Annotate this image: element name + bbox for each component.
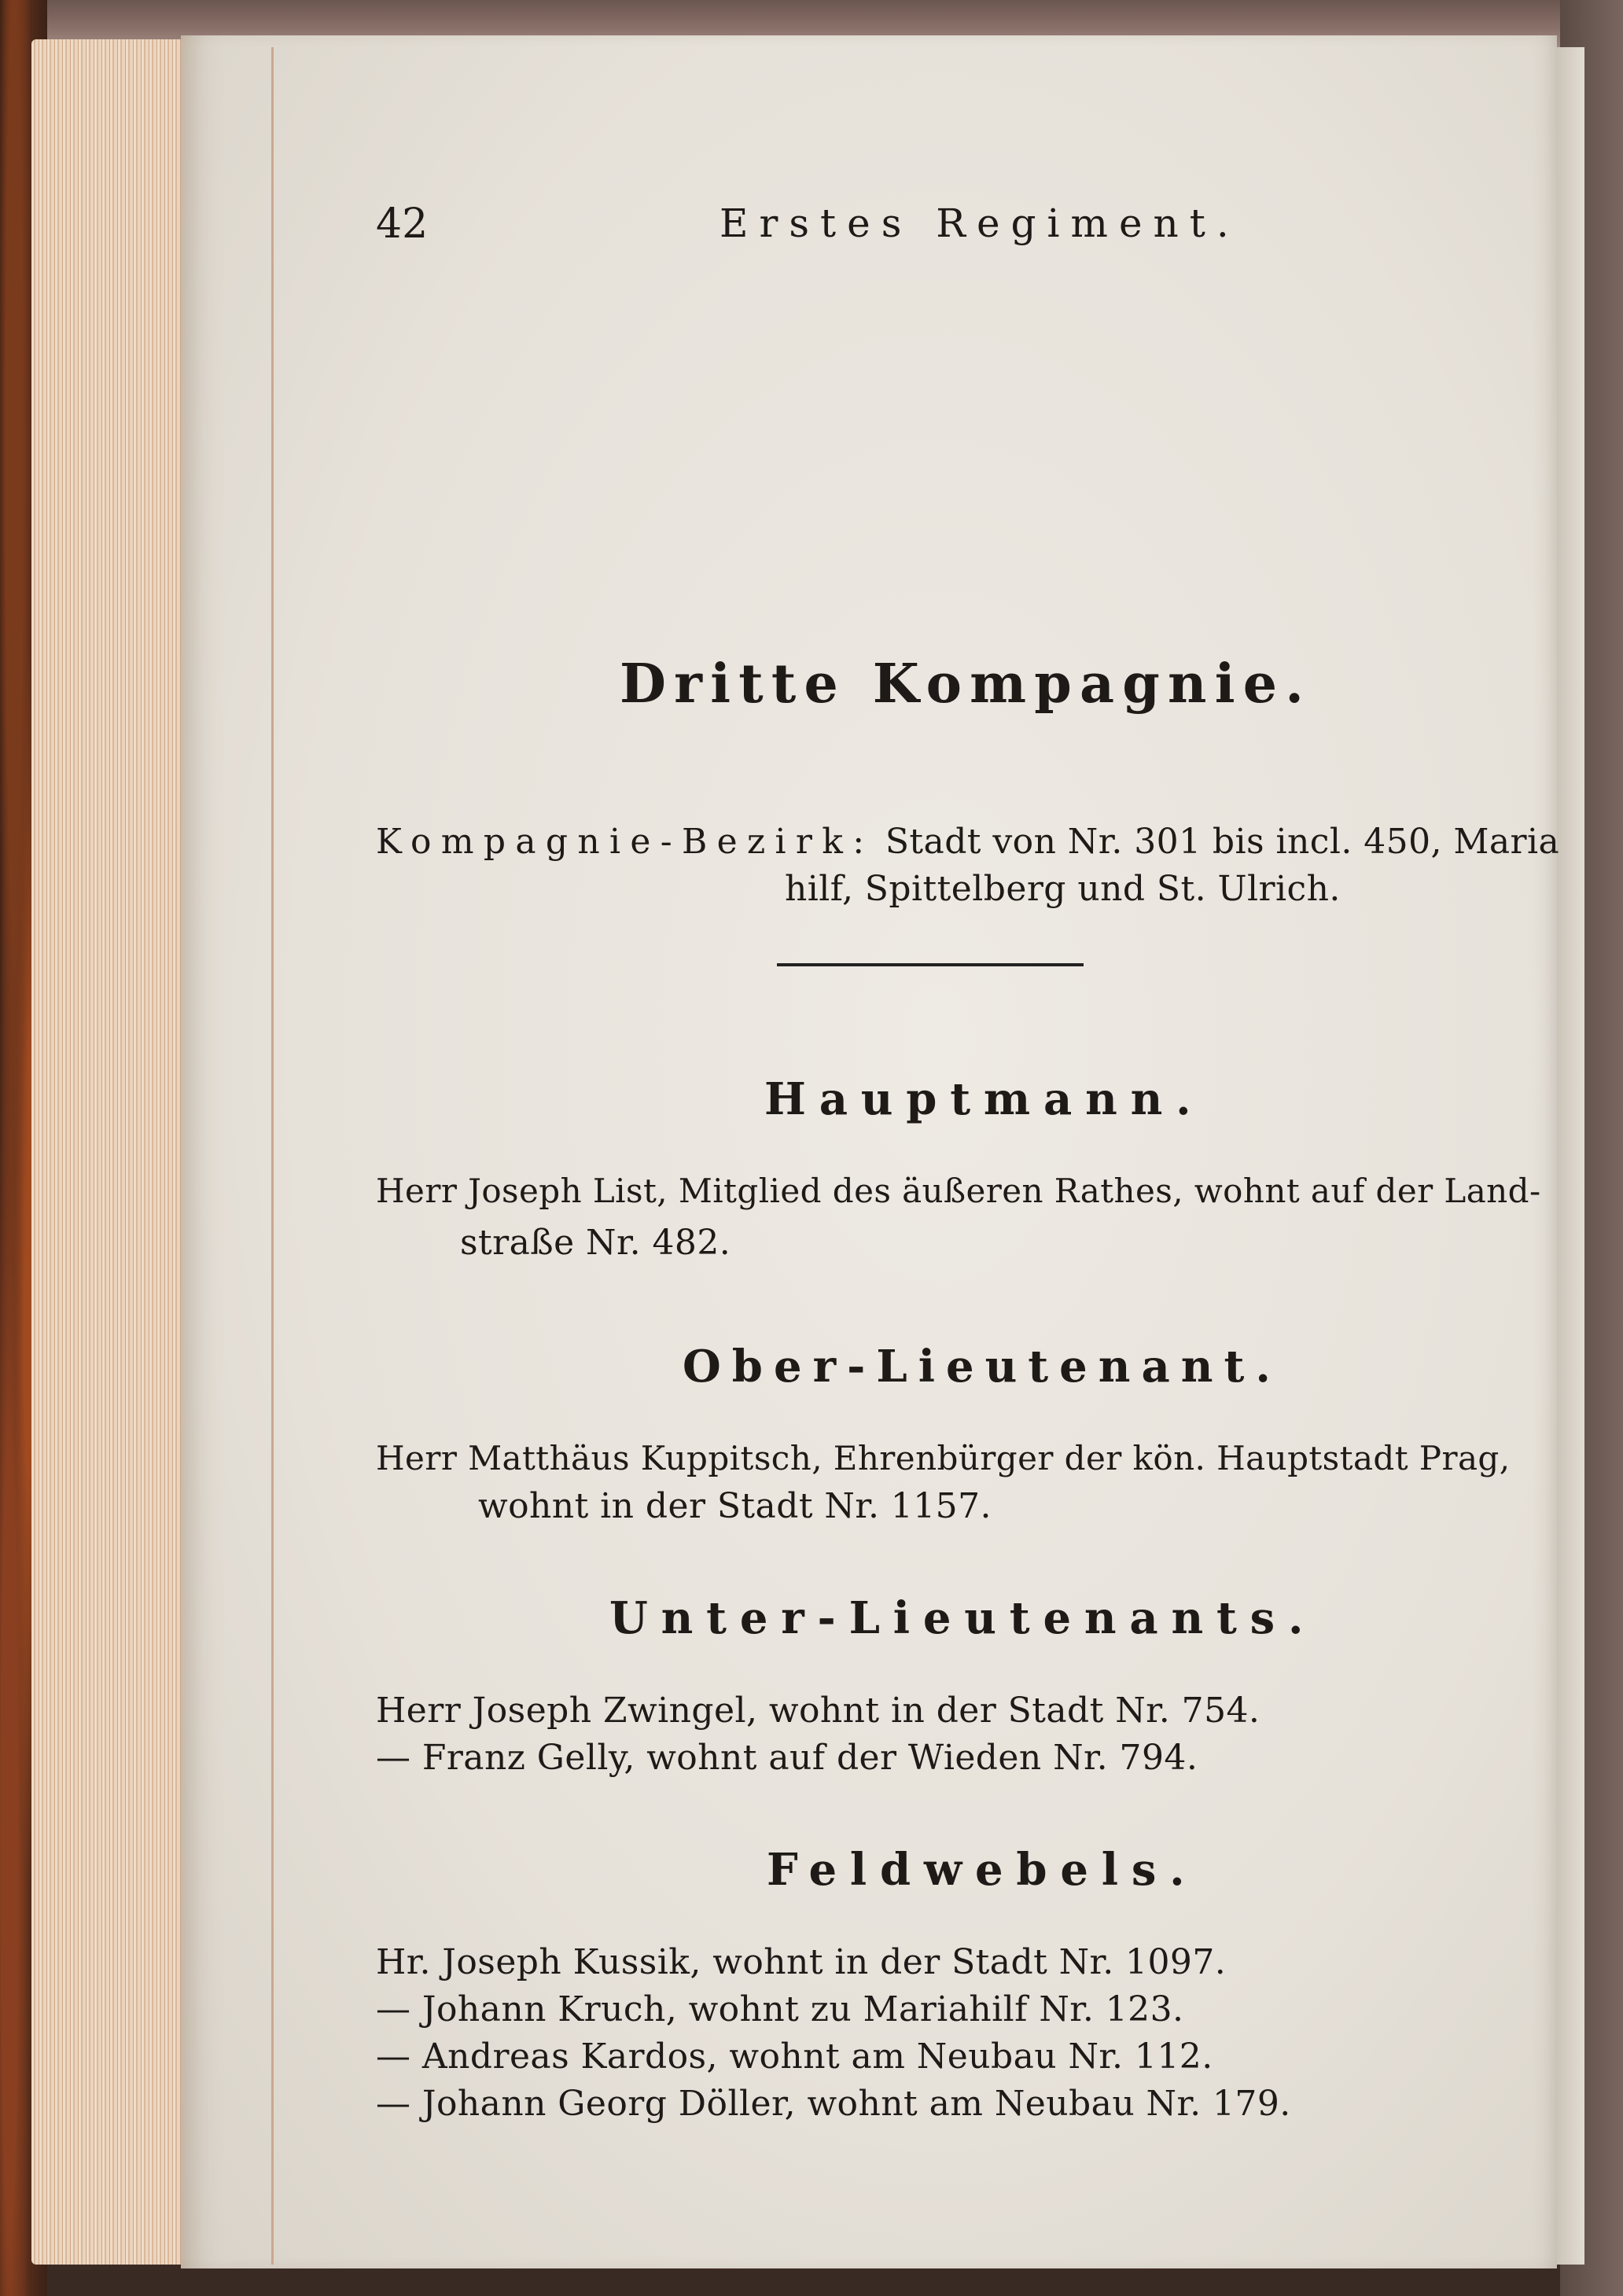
ober-lieutenant-line-2: wohnt in der Stadt Nr. 1157. [478, 1486, 992, 1526]
hauptmann-line-1: Herr Joseph List, Mitglied des äußeren Rathes, wohnt auf der Land- [376, 1172, 1541, 1210]
district-block [376, 822, 1559, 862]
feldwebel-entry: — Johann Kruch, wohnt zu Mariahilf Nr. 123. [376, 1989, 1184, 2029]
unter-lieutenant-entry: Herr Joseph Zwingel, wohnt in der Stadt Nr. 754. [376, 1691, 1260, 1731]
unter-lieutenant-entry: — Franz Gelly, wohnt auf der Wieden Nr. 794. [376, 1738, 1198, 1778]
page-number: 42 [376, 201, 429, 248]
hauptmann-line-2: straße Nr. 482. [460, 1223, 731, 1263]
feldwebel-entry: — Andreas Kardos, wohnt am Neubau Nr. 112. [376, 2037, 1213, 2077]
feldwebel-entry: — Johann Georg Döller, wohnt am Neubau Nr. 179. [376, 2084, 1291, 2124]
gutter-line [271, 47, 274, 2265]
heading-unter-lieutenants: Unter-Lieutenants. [609, 1592, 1317, 1644]
heading-feldwebels: Feldwebels. [767, 1844, 1198, 1896]
page-edges [31, 39, 189, 2265]
running-title: Erstes Regiment. [719, 201, 1240, 246]
feldwebel-entry: Hr. Joseph Kussik, wohnt in der Stadt Nr. 1097. [376, 1942, 1227, 1982]
section-divider [777, 963, 1084, 966]
book-page [181, 35, 1560, 2268]
district-line-1: Stadt von Nr. 301 bis incl. 450, Maria [885, 822, 1560, 862]
ober-lieutenant-line-1: Herr Matthäus Kuppitsch, Ehrenbürger der kön. Hauptstadt Prag, [376, 1439, 1511, 1477]
district-label: Kompagnie-Bezirk: [376, 822, 874, 862]
heading-ober-lieutenant: Ober-Lieutenant. [683, 1341, 1282, 1393]
district-line-2: hilf, Spittelberg und St. Ulrich. [785, 869, 1341, 909]
section-title: Dritte Kompagnie. [620, 653, 1312, 716]
heading-hauptmann: Hauptmann. [764, 1073, 1205, 1125]
facing-page-edge [1553, 47, 1584, 2265]
